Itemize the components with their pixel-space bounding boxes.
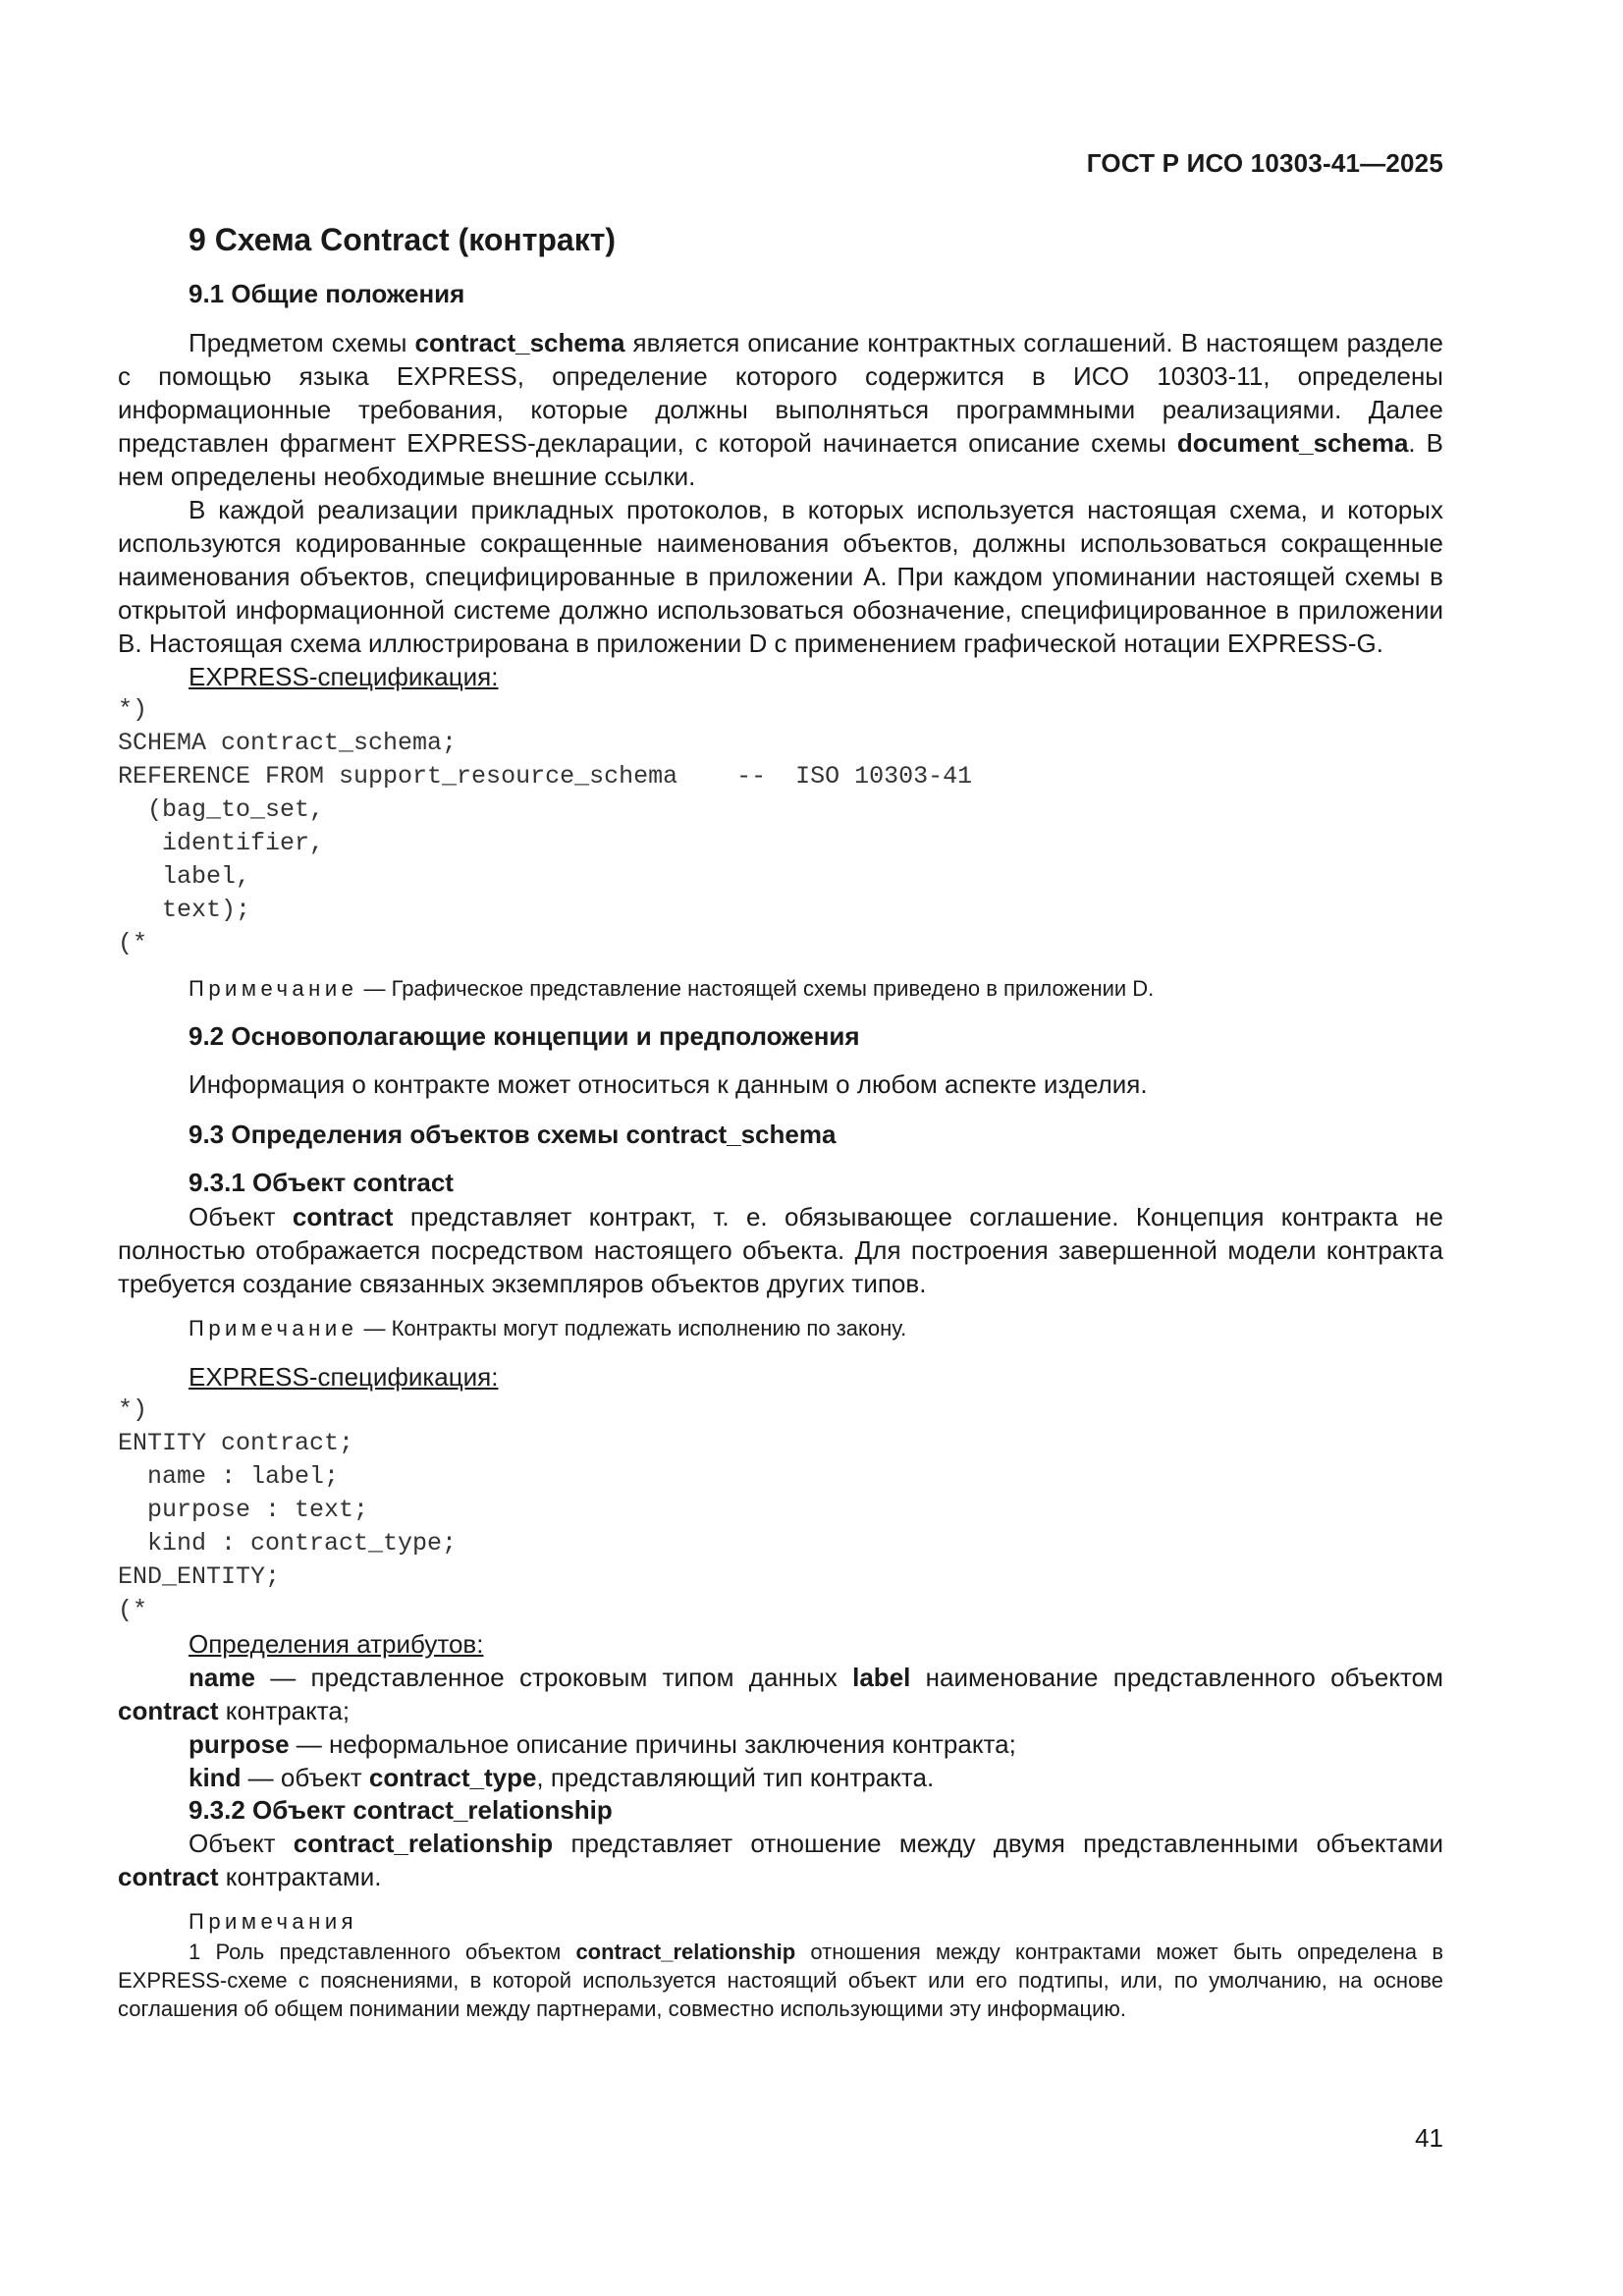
heading-9-3: 9.3 Определения объектов схемы contract_schema <box>189 1120 837 1150</box>
text-run: Предметом схемы <box>189 327 415 357</box>
heading-9-3-1: 9.3.1 Объект contract <box>189 1167 454 1197</box>
term-label: label <box>852 1662 911 1692</box>
paragraph-9-1-2: В каждой реализации прикладных протоколов, в которых используется настоящая схема, и которых используются кодированные сокращенные наименования объектов, должны использоваться сокращенные наименования объектов, специфицированные в приложении A. При каждом упоминании настоящей схемы в открытой информационной системе должно использоваться обозначение, специфицированное в приложении B. Настоящая схема иллюстрирована в приложении D с применением графической нотации EXPRESS-G. <box>118 494 1443 658</box>
standard-designation: ГОСТ Р ИСО 10303-41—2025 <box>1086 148 1443 178</box>
attribute-kind-definition <box>189 1761 1443 1794</box>
text-run: . В нем определены необходимые внешние ссылки. <box>118 427 1443 491</box>
text-run: 1 Роль представленного объектом <box>189 1940 576 1965</box>
notes-label: Примечания <box>189 1909 358 1935</box>
text-run: , представляющий тип контракта. <box>536 1762 935 1792</box>
express-code-schema: *) SCHEMA contract_schema; REFERENCE FROM support_resource_schema -- ISO 10303-41 (bag_to_set, identifier, label, text); (* <box>118 694 973 957</box>
heading-9-3-2: 9.3.2 Объект contract_relationship <box>189 1794 613 1825</box>
term-document-schema: document_schema <box>1176 427 1409 458</box>
paragraph-9-3-2 <box>118 1827 1443 1893</box>
term-contract: contract <box>118 1862 219 1892</box>
term-contract-schema: contract_schema <box>414 327 625 357</box>
express-spec-label: EXPRESS-спецификация: <box>189 1361 499 1392</box>
text-run: — неформальное описание причины заключения контракта; <box>289 1728 1016 1759</box>
notes-label-block <box>189 1907 1443 1936</box>
term-contract-relationship: contract_relationship <box>293 1829 554 1859</box>
paragraph-9-2: Информация о контракте может относиться к данным о любом аспекте изделия. <box>189 1069 1148 1100</box>
text-run: контракта; <box>218 1695 351 1725</box>
note-9-3-2-1 <box>118 1938 1443 2023</box>
term-contract: contract <box>292 1201 394 1231</box>
text-run: — объект <box>241 1762 369 1792</box>
text-run: отношения между контрактами может быть определена в EXPRESS-схеме с пояснениями, в которой используется настоящий объект или его подтипы, или, по умолчанию, на основе соглашения об общем понимании между партнерами, совместно использующими эту информацию. <box>118 1940 1444 2022</box>
term-contract-relationship: contract_relationship <box>575 1940 796 1965</box>
text-run: Объект <box>189 1201 293 1231</box>
attr-purpose: purpose <box>189 1728 290 1759</box>
term-contract-type: contract_type <box>368 1762 537 1792</box>
text-run: — представленное строковым типом данных <box>254 1662 853 1692</box>
paragraph-9-3-1 <box>118 1200 1443 1300</box>
section-title: 9 Схема Contract (контракт) <box>189 222 617 257</box>
express-code-entity-contract: *) ENTITY contract; name : label; purpose : text; kind : contract_type; END_ENTITY; (* <box>118 1394 458 1624</box>
note-9-3-1 <box>189 1314 1443 1342</box>
text-run: представляет отношение между двумя представленными объектами <box>553 1829 1443 1859</box>
note-label: Примечание <box>189 975 358 1001</box>
attribute-purpose-definition <box>189 1727 1443 1761</box>
heading-9-1: 9.1 Общие положения <box>189 279 465 309</box>
note-9-1 <box>189 974 1443 1003</box>
heading-9-2: 9.2 Основополагающие концепции и предположения <box>189 1020 860 1051</box>
text-run: наименование представленного объектом <box>910 1662 1443 1692</box>
page-number: 41 <box>1415 2123 1443 2153</box>
text-run: является описание контрактных соглашений. В настоящем разделе с помощью языка EXPRESS, определение которого содержится в ИСО 10303-11, определены информационные требования, которые должны выполняться программными реализациями. Далее представлен фрагмент EXPRESS-декларации, с которой начинается описание схемы <box>118 327 1443 458</box>
note-label: Примечание <box>189 1315 358 1340</box>
note-text: — Контракты могут подлежать исполнению по закону. <box>357 1315 907 1340</box>
express-spec-label: EXPRESS-спецификация: <box>189 661 499 691</box>
note-text: — Графическое представление настоящей схемы приведено в приложении D. <box>357 975 1155 1001</box>
attributes-label: Определения атрибутов: <box>189 1628 484 1659</box>
page-content <box>118 221 1443 2023</box>
term-contract: contract <box>118 1695 219 1725</box>
attribute-name-definition <box>118 1661 1443 1727</box>
attr-name: name <box>189 1662 255 1692</box>
text-run: контрактами. <box>218 1862 382 1892</box>
paragraph-9-1-1 <box>118 326 1443 493</box>
text-run: представляет контракт, т. е. обязывающее соглашение. Концепция контракта не полностью отображается посредством настоящего объекта. Для построения завершенной модели контракта требуется создание связанных экземпляров объектов других типов. <box>118 1201 1443 1298</box>
attr-kind: kind <box>189 1762 242 1792</box>
text-run: Объект <box>189 1829 294 1859</box>
